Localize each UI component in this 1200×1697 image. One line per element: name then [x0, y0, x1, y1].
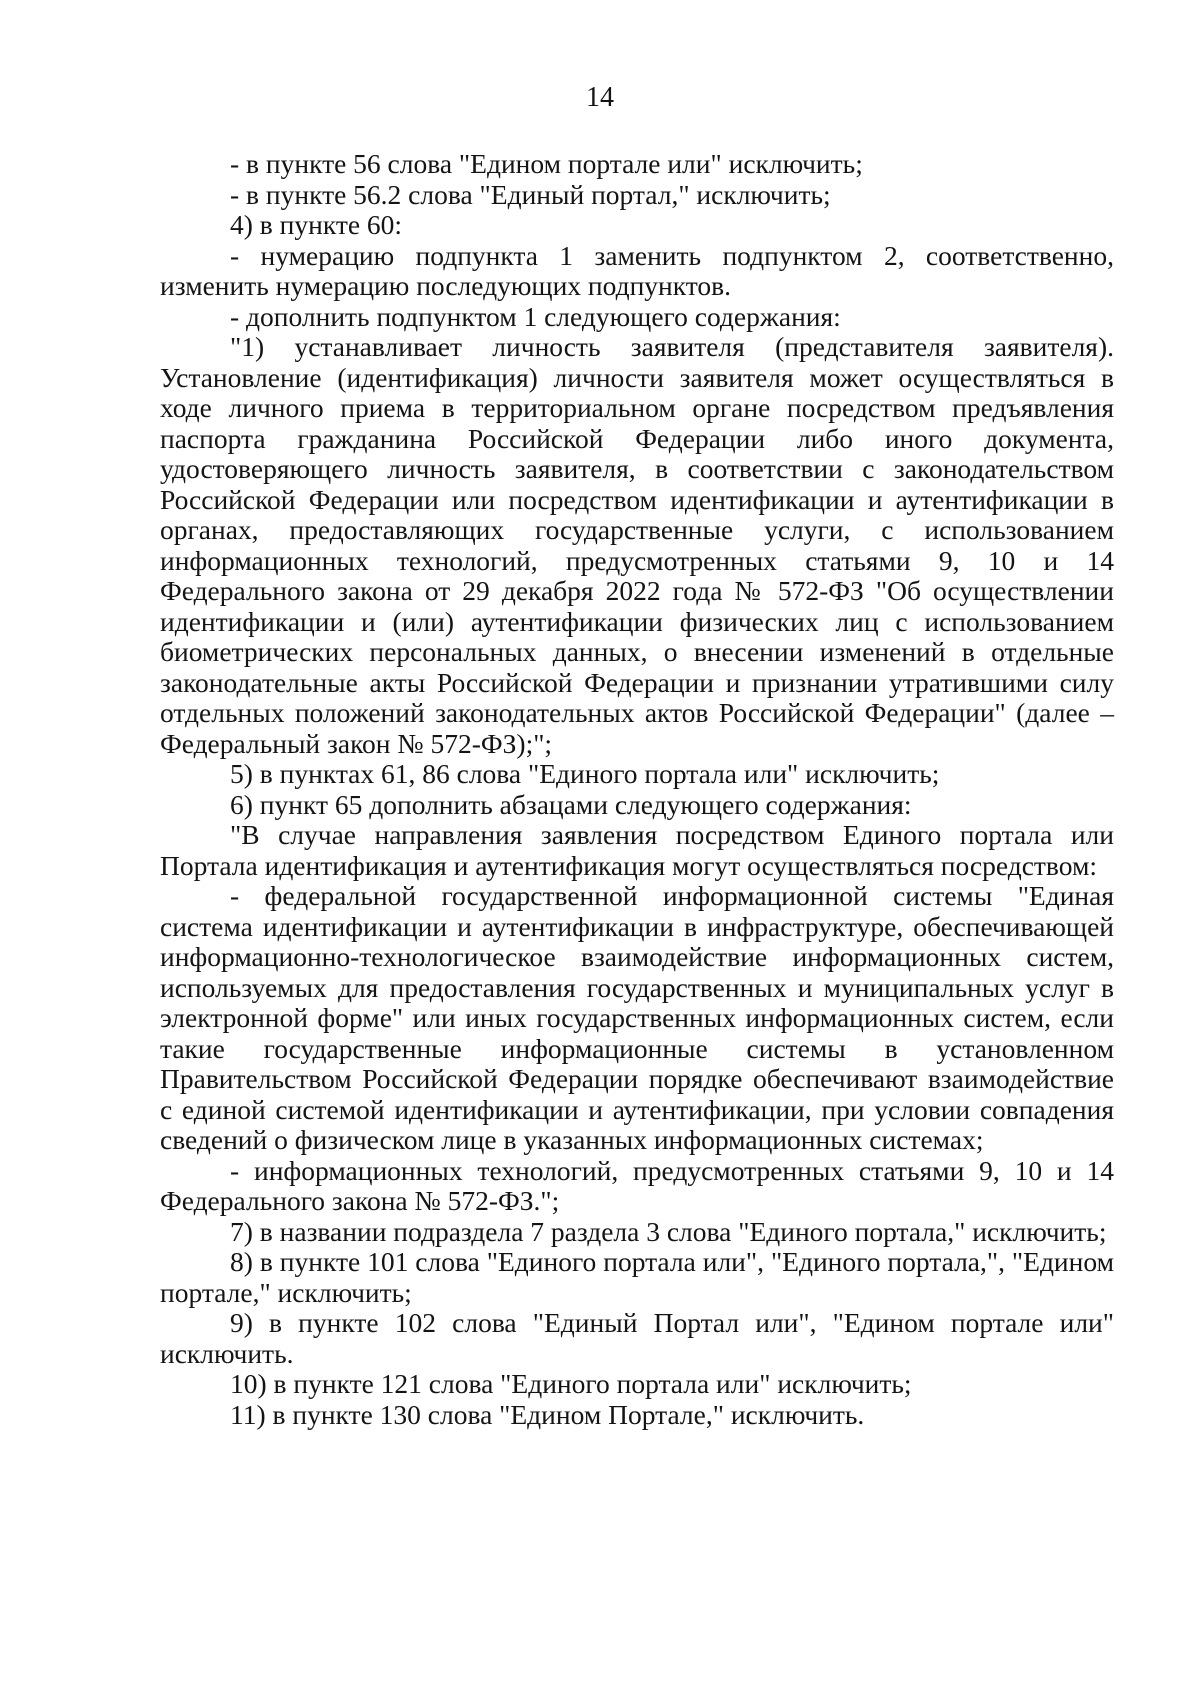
paragraph-item-10: 10) в пункте 121 слова "Единого портала или" исключить;: [230, 1368, 912, 1399]
document-body: [160, 149, 1114, 1430]
page-number: 14: [586, 82, 614, 113]
paragraph-item-7: 7) в названии подраздела 7 раздела 3 слова "Единого портала," исключить;: [230, 1215, 1107, 1247]
paragraph-add-subitem: - дополнить подпунктом 1 следующего содержания:: [230, 300, 841, 332]
paragraph-esia-system: - федеральной государственной информационной системы "Единая система идентификации и аутентификации в инфраструктуре, обеспечивающей информационно-технологическое взаимодействие информационных систем, используемых для предоставления государственных и муниципальных услуг в электронной форме" или иных государственных информационных систем, если такие государственные информационные системы в установленном Правительством Российской Федерации порядке обеспечивают взаимодействие с единой системой идентификации и аутентификации, при условии совпадения сведений о физическом лице в указанных информационных системах;: [160, 880, 1114, 1155]
paragraph-portal-identification: "В случае направления заявления посредством Единого портала или Портала идентификация и аутентификация могут осуществляться посредством:: [160, 819, 1114, 881]
paragraph-numbering-change: - нумерацию подпункта 1 заменить подпунктом 2, соответственно, изменить нумерацию последующих подпунктов.: [160, 239, 1114, 301]
paragraph-item-56-2: - в пункте 56.2 слова "Единый портал," исключить;: [230, 178, 831, 210]
paragraph-information-technologies: - информационных технологий, предусмотренных статьями 9, 10 и 14 Федерального закона № 572-ФЗ.";: [160, 1154, 1114, 1216]
paragraph-item-11: 11) в пункте 130 слова "Едином Портале," исключить.: [230, 1398, 865, 1430]
paragraph-item-6: 6) пункт 65 дополнить абзацами следующего содержания:: [230, 788, 912, 820]
paragraph-item-5: 5) в пунктах 61, 86 слова "Единого портала или" исключить;: [230, 758, 940, 789]
paragraph-item-9: 9) в пункте 102 слова "Единый Портал или", "Едином портале или" исключить.: [160, 1307, 1114, 1369]
paragraph-item-4: 4) в пункте 60:: [230, 209, 403, 240]
paragraph-item-56: - в пункте 56 слова "Едином портале или" исключить;: [230, 148, 863, 179]
paragraph-subitem-1-text: "1) устанавливает личность заявителя (представителя заявителя). Установление (идентификация) личности заявителя может осуществляться в ходе личного приема в территориальном органе посредством предъявления паспорта гражданина Российской Федерации либо иного документа, удостоверяющего личность заявителя, в соответствии с законодательством Российской Федерации или посредством идентификации и аутентификации в органах, предоставляющих государственные услуги, с использованием информационных технологий, предусмотренных статьями 9, 10 и 14 Федерального закона от 29 декабря 2022 года № 572-ФЗ "Об осуществлении идентификации и (или) аутентификации физических лиц с использованием биометрических персональных данных, о внесении изменений в отдельные законодательные акты Российской Федерации и признании утратившими силу отдельных положений законодательных актов Российской Федерации" (далее – Федеральный закон № 572-ФЗ);";: [160, 331, 1114, 759]
paragraph-item-8: 8) в пункте 101 слова "Единого портала или", "Единого портала,", "Едином портале," исключить;: [160, 1246, 1114, 1308]
